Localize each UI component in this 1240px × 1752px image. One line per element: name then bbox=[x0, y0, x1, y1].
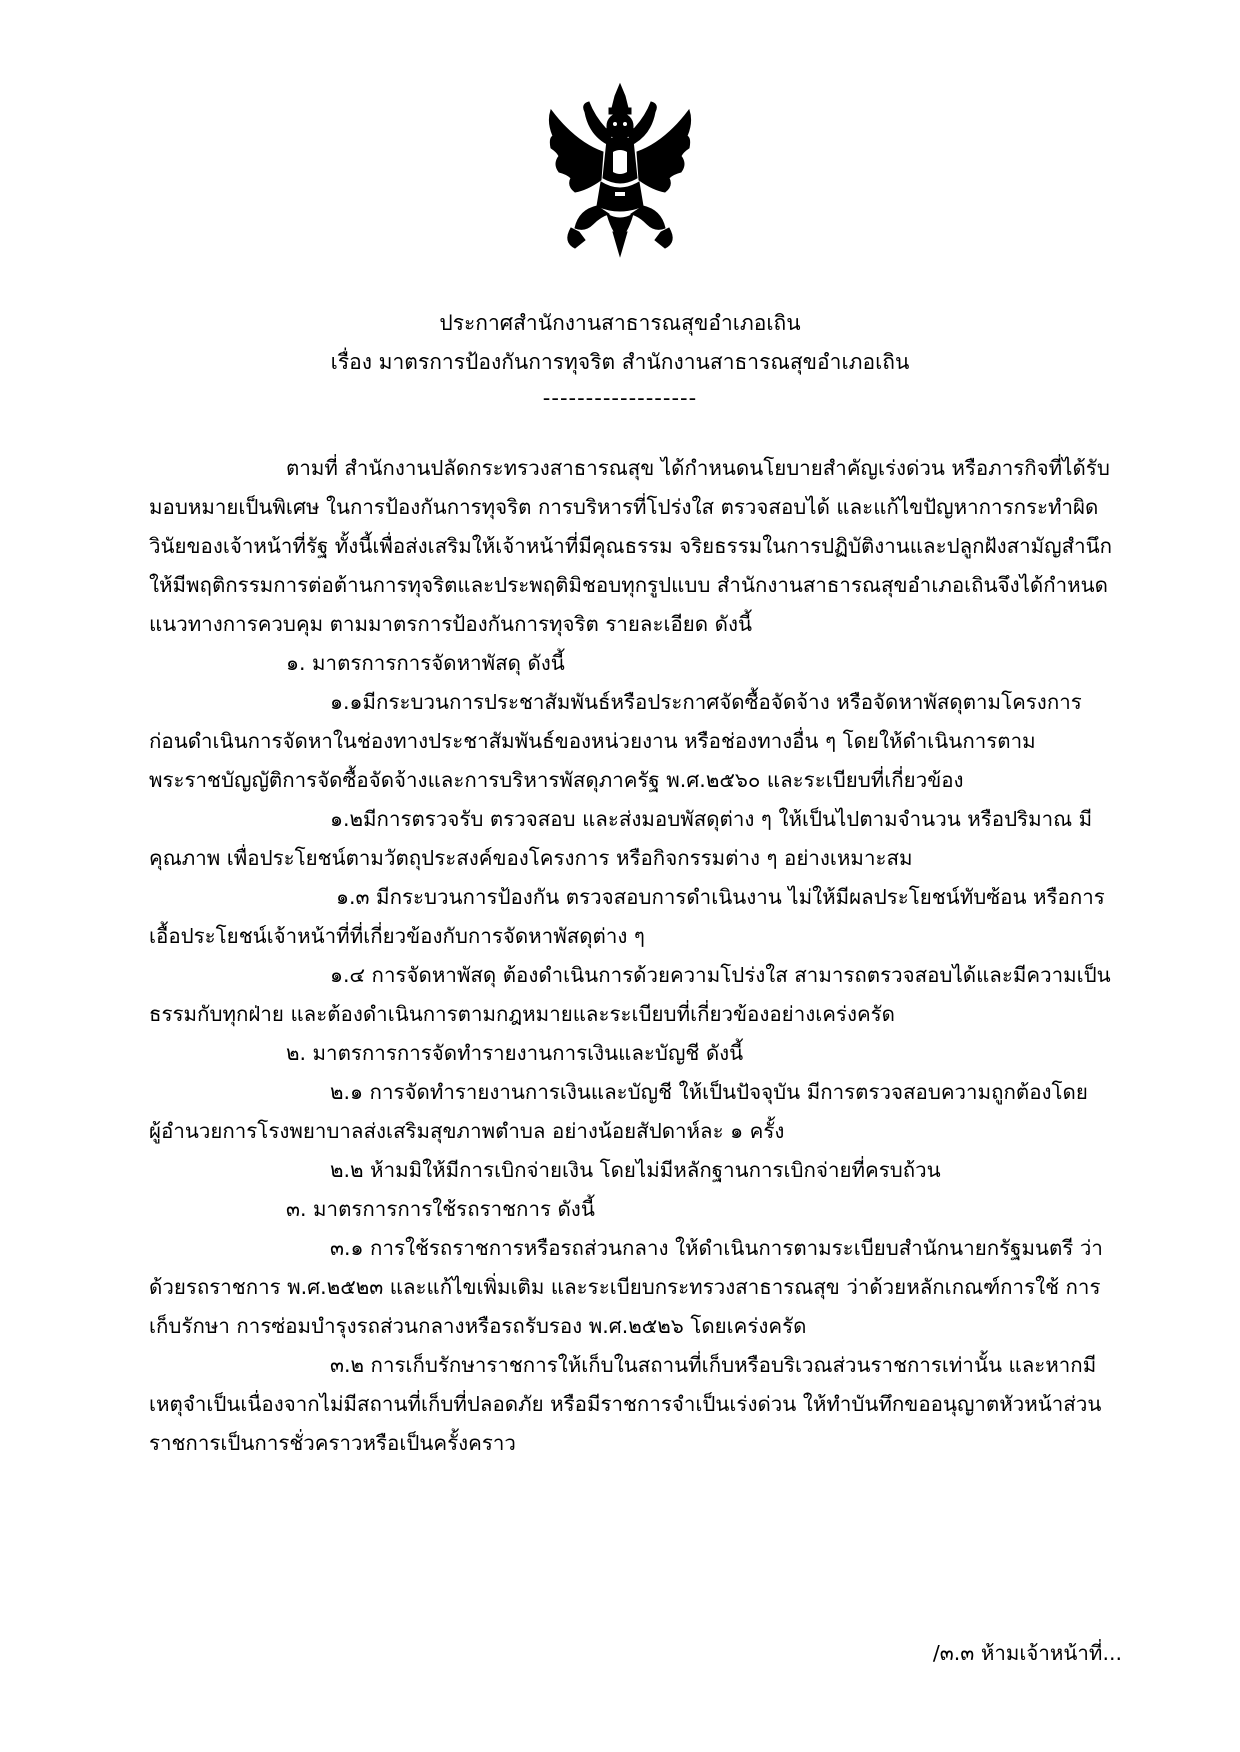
body-line: ๒.๒ ห้ามมิให้มีการเบิกจ่ายเงิน โดยไม่มีหลักฐานการเบิกจ่ายที่ครบถ้วน bbox=[330, 1158, 941, 1182]
body-line: ๑.๓ มีกระบวนการป้องกัน ตรวจสอบการดำเนินงาน ไม่ให้มีผลประโยชน์ทับซ้อน หรือการ bbox=[336, 885, 1105, 909]
body-line: คุณภาพ เพื่อประโยชน์ตามวัตถุประสงค์ของโครงการ หรือกิจกรรมต่าง ๆ อย่างเหมาะสม bbox=[149, 846, 913, 870]
body-line: มอบหมายเป็นพิเศษ ในการป้องกันการทุจริต การบริหารที่โปร่งใส ตรวจสอบได้ และแก้ไขปัญหาการกระทำผิด bbox=[149, 495, 1099, 519]
body-line: ตามที่ สำนักงานปลัดกระทรวงสาธารณสุข ได้กำหนดนโยบายสำคัญเร่งด่วน หรือภารกิจที่ได้รับ bbox=[286, 456, 1110, 480]
title-separator: ------------------ bbox=[542, 386, 698, 410]
body-line: วินัยของเจ้าหน้าที่รัฐ ทั้งนี้เพื่อส่งเสริมให้เจ้าหน้าที่มีคุณธรรม จริยธรรมในการปฏิบัติงานและปลูกฝังสามัญสำนึก bbox=[149, 534, 1113, 558]
body-line: ผู้อำนวยการโรงพยาบาลส่งเสริมสุขภาพตำบล อย่างน้อยสัปดาห์ละ ๑ ครั้ง bbox=[149, 1119, 785, 1143]
body-line: ๓.๑ การใช้รถราชการหรือรถส่วนกลาง ให้ดำเนินการตามระเบียบสำนักนายกรัฐมนตรี ว่า bbox=[330, 1236, 1103, 1260]
body-line: ราชการเป็นการชั่วคราวหรือเป็นครั้งคราว bbox=[149, 1431, 516, 1455]
body-line: ให้มีพฤติกรรมการต่อต้านการทุจริตและประพฤติมิชอบทุกรูปแบบ สำนักงานสาธารณสุขอำเภอเถินจึงได้กำหนด bbox=[149, 573, 1108, 597]
body-line: พระราชบัญญัติการจัดซื้อจัดจ้างและการบริหารพัสดุภาครัฐ พ.ศ.๒๕๖๐ และระเบียบที่เกี่ยวข้อง bbox=[149, 768, 964, 792]
body-line: ๑.๔ การจัดหาพัสดุ ต้องดำเนินการด้วยความโปร่งใส สามารถตรวจสอบได้และมีความเป็น bbox=[330, 963, 1111, 987]
garuda-emblem bbox=[545, 82, 695, 258]
body-line: ธรรมกับทุกฝ่าย และต้องดำเนินการตามกฎหมายและระเบียบที่เกี่ยวข้องอย่างเคร่งครัด bbox=[149, 1002, 895, 1026]
document-title: ประกาศสำนักงานสาธารณสุขอำเภอเถิน bbox=[439, 311, 801, 335]
section-heading: ๒. มาตรการการจัดทำรายงานการเงินและบัญชี ดังนี้ bbox=[286, 1041, 744, 1065]
body-line: เอื้อประโยชน์เจ้าหน้าที่ที่เกี่ยวข้องกับการจัดหาพัสดุต่าง ๆ bbox=[149, 924, 645, 948]
body-line: แนวทางการควบคุม ตามมาตรการป้องกันการทุจริต รายละเอียด ดังนี้ bbox=[149, 612, 752, 636]
body-line: ๒.๑ การจัดทำรายงานการเงินและบัญชี ให้เป็นปัจจุบัน มีการตรวจสอบความถูกต้องโดย bbox=[330, 1080, 1088, 1104]
body-line: เหตุจำเป็นเนื่องจากไม่มีสถานที่เก็บที่ปลอดภัย หรือมีราชการจำเป็นเร่งด่วน ให้ทำบันทึกขออนุญาตหัวหน้าส่วน bbox=[149, 1392, 1102, 1416]
body-line: ก่อนดำเนินการจัดหาในช่องทางประชาสัมพันธ์ของหน่วยงาน หรือช่องทางอื่น ๆ โดยให้ดำเนินการตาม bbox=[149, 729, 1036, 753]
body-line: ๓.๒ การเก็บรักษาราชการให้เก็บในสถานที่เก็บหรือบริเวณส่วนราชการเท่านั้น และหากมี bbox=[330, 1353, 1097, 1377]
page-continuation: /๓.๓ ห้ามเจ้าหน้าที่... bbox=[932, 1641, 1122, 1665]
body-line: ด้วยรถราชการ พ.ศ.๒๕๒๓ และแก้ไขเพิ่มเติม และระเบียบกระทรวงสาธารณสุข ว่าด้วยหลักเกณฑ์การใช้ การ bbox=[149, 1275, 1101, 1299]
body-line: ๑.๑มีกระบวนการประชาสัมพันธ์หรือประกาศจัดซื้อจัดจ้าง หรือจัดหาพัสดุตามโครงการ bbox=[330, 690, 1082, 714]
body-line: ๑.๒มีการตรวจรับ ตรวจสอบ และส่งมอบพัสดุต่าง ๆ ให้เป็นไปตามจำนวน หรือปริมาณ มี bbox=[330, 807, 1093, 831]
section-heading: ๓. มาตรการการใช้รถราชการ ดังนี้ bbox=[286, 1197, 595, 1221]
body-line: เก็บรักษา การซ่อมบำรุงรถส่วนกลางหรือรถรับรอง พ.ศ.๒๕๒๖ โดยเคร่งครัด bbox=[149, 1314, 807, 1338]
section-heading: ๑. มาตรการการจัดหาพัสดุ ดังนี้ bbox=[286, 651, 565, 675]
document-subject: เรื่อง มาตรการป้องกันการทุจริต สำนักงานสาธารณสุขอำเภอเถิน bbox=[330, 350, 910, 374]
